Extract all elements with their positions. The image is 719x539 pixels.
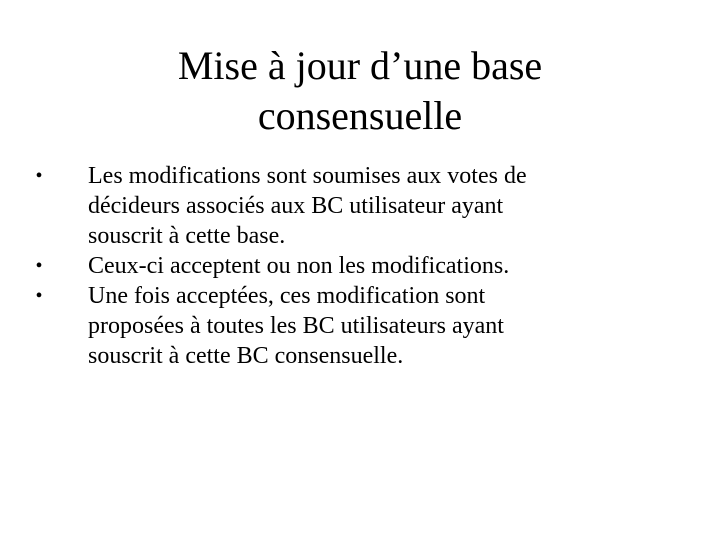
bullet-text-1 [88, 161, 670, 251]
bullet-list [30, 161, 670, 371]
bullet-1-line-3: souscrit à cette base. [88, 223, 286, 249]
bullet-1-line-2: décideurs associés aux BC utilisateur ayant [88, 193, 504, 219]
bullet-item-1 [30, 161, 670, 251]
bullet-item-3 [30, 281, 670, 371]
bullet-3-line-2: proposées à toutes les BC utilisateurs ayant [88, 313, 504, 339]
bullet-text-3 [88, 281, 670, 371]
bullet-2-line-1: Ceux-ci acceptent ou non les modifications. [88, 253, 510, 279]
bullet-icon: • [35, 285, 43, 307]
slide-title [60, 41, 660, 141]
bullet-1-line-1: Les modifications sont soumises aux votes de [88, 163, 527, 189]
bullet-text-2 [88, 251, 670, 281]
bullet-icon: • [35, 165, 43, 187]
slide-title-line-1: Mise à jour d’une base [177, 43, 543, 88]
bullet-item-2 [30, 251, 670, 281]
bullet-3-line-1: Une fois acceptées, ces modification sont [88, 283, 486, 309]
slide-title-line-2: consensuelle [257, 93, 463, 138]
bullet-3-line-3: souscrit à cette BC consensuelle. [88, 343, 404, 369]
bullet-icon: • [35, 255, 43, 277]
